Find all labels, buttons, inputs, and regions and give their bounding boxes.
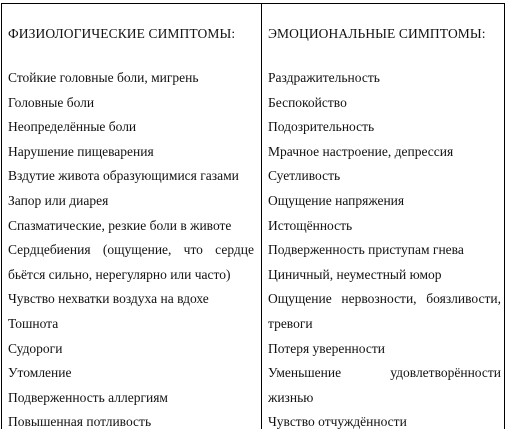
emotional-symptom: Подозрительность	[268, 119, 375, 135]
physiological-symptom: Судороги	[8, 340, 63, 356]
emotional-symptom: Беспокойство	[268, 94, 347, 110]
symptoms-table	[1, 3, 505, 429]
physiological-symptom: Повышенная потливость	[8, 414, 152, 430]
physiological-header: ФИЗИОЛОГИЧЕСКИЕ СИМПТОМЫ:	[8, 26, 236, 41]
physiological-symptom: Сердцебиения (ощущение, что сердце бьётся сильно, нерегулярно или часто)	[8, 242, 254, 282]
physiological-symptom: Подверженность аллергиям	[8, 389, 168, 405]
emotional-symptom: Подверженность приступам гнева	[268, 242, 464, 258]
emotional-symptom: Раздражительность	[268, 70, 380, 85]
emotional-symptom: Истощённость	[268, 217, 353, 233]
physiological-symptom: Чувство нехватки воздуха на вдохе	[8, 291, 209, 307]
emotional-symptom: Ощущение нервозности, боязливости, тревоги	[268, 291, 501, 331]
physiological-symptom: Головные боли	[8, 94, 95, 110]
physiological-symptom: Спазматические, резкие боли в животе	[8, 217, 232, 233]
emotional-symptom: Чувство отчуждённости	[268, 414, 407, 430]
physiological-symptom: Нарушение пищеварения	[8, 143, 154, 159]
physiological-symptom: Вздутие живота образующимися газами	[8, 168, 239, 184]
physiological-symptom: Неопределённые боли	[8, 119, 137, 135]
physiological-symptom: Стойкие головные боли, мигрень	[8, 70, 199, 85]
column-divider	[261, 4, 262, 429]
emotional-symptom: Мрачное настроение, депрессия	[268, 143, 454, 159]
emotional-symptom: Циничный, неуместный юмор	[268, 266, 442, 282]
emotional-symptom: Уменьшение удовлетворённости жизнью	[268, 365, 501, 405]
emotional-symptom: Ощущение напряжения	[268, 193, 405, 208]
physiological-symptom: Тошнота	[8, 316, 59, 331]
emotional-symptom: Суетливость	[268, 168, 341, 184]
emotional-header: ЭМОЦИОНАЛЬНЫЕ СИМПТОМЫ:	[268, 26, 486, 41]
physiological-symptom: Запор или диарея	[8, 193, 109, 208]
physiological-symptom: Утомление	[8, 365, 72, 381]
emotional-symptom: Потеря уверенности	[268, 340, 385, 356]
